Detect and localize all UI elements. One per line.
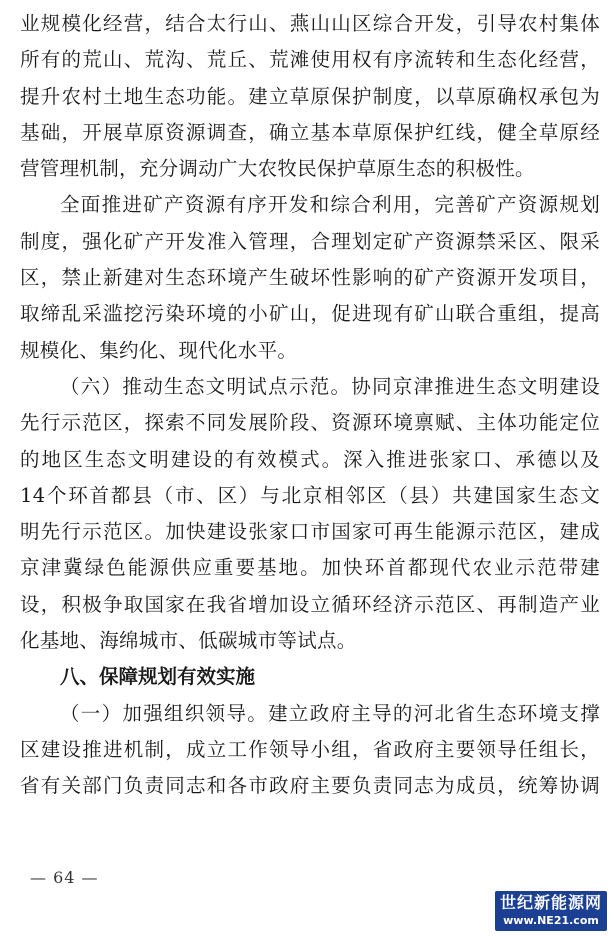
text-line: 规模化、集约化、现代化水平。	[20, 338, 298, 362]
text-line: 京津冀绿色能源供应重要基地。加快环首都现代农业示范带建	[20, 556, 600, 580]
paragraph-organizational-leadership	[20, 696, 600, 805]
section-heading: 八、保障规划有效实施	[60, 665, 256, 689]
text-line: 化基地、海绵城市、低碳城市等试点。	[20, 629, 357, 653]
text-line: 提升农村土地生态功能。建立草原保护制度，以草原确权承包为	[20, 84, 600, 108]
watermark-title: 世纪新能源网	[499, 893, 602, 912]
text-line: （一）加强组织领导。建立政府主导的河北省生态环境支撑	[60, 701, 600, 725]
text-line: 14个环首都县（市、区）与北京相邻区（县）共建国家生态文	[20, 483, 600, 507]
text-line: 的地区生态文明建设的有效模式。深入推进张家口、承德以及	[20, 447, 600, 471]
document-body	[20, 6, 600, 805]
text-line: 省有关部门负责同志和各市政府主要负责同志为成员，统筹协调	[20, 774, 600, 798]
text-line: 全面推进矿产资源有序开发和综合利用，完善矿产资源规划	[60, 193, 600, 217]
text-line: 基础，开展草原资源调查，确立基本草原保护红线，健全草原经	[20, 120, 600, 144]
text-line: 先行示范区，探索不同发展阶段、资源环境禀赋、主体功能定位	[20, 411, 600, 435]
site-watermark-logo	[495, 891, 607, 931]
watermark-url: www.NE21.com	[503, 914, 599, 927]
text-line: 区建设推进机制，成立工作领导小组，省政府主要领导任组长，	[20, 737, 600, 761]
text-line: 明先行示范区。加快建设张家口市国家可再生能源示范区，建成	[20, 520, 600, 544]
text-line: 制度，强化矿产开发准入管理，合理划定矿产资源禁采区、限采	[20, 229, 600, 253]
paragraph-grassland	[20, 6, 600, 187]
text-line: 业规模化经营，结合太行山、燕山山区综合开发，引导农村集体	[20, 12, 600, 35]
text-line: 区，禁止新建对生态环境产生破坏性影响的矿产资源开发项目，	[20, 266, 600, 290]
text-line: 取缔乱采滥挖污染环境的小矿山，促进现有矿山联合重组，提高	[20, 302, 600, 326]
paragraph-pilot-demonstration	[20, 369, 600, 659]
paragraph-mineral-resources	[20, 187, 600, 368]
page-number: — 64 —	[30, 868, 99, 887]
text-line: （六）推动生态文明试点示范。协同京津推进生态文明建设	[60, 374, 600, 398]
text-line: 设，积极争取国家在我省增加设立循环经济示范区、再制造产业	[20, 592, 600, 616]
text-line: 所有的荒山、荒沟、荒丘、荒滩使用权有序流转和生态化经营，	[20, 48, 600, 72]
text-line: 营管理机制，充分调动广大农牧民保护草原生态的积极性。	[20, 157, 535, 181]
